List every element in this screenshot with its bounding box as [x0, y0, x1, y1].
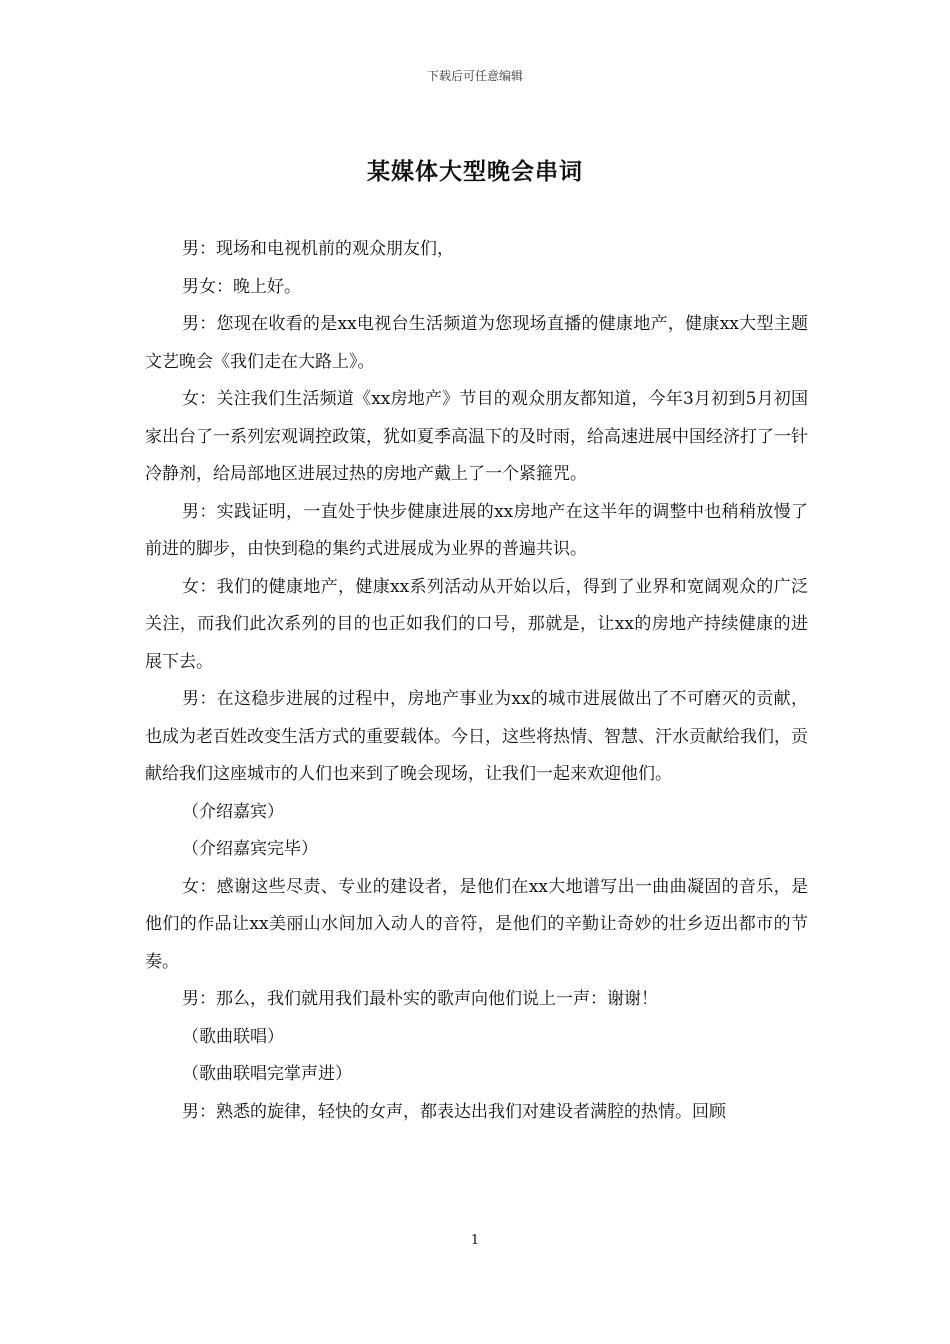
- page-number: 1: [470, 1233, 480, 1248]
- paragraph: 女：感谢这些尽责、专业的建设者，是他们在xx大地谱写出一曲曲凝固的音乐，是他们的作品让xx美丽山水间加入动人的音符，是他们的辛勤让奇妙的壮乡迈出都市的节奏。: [145, 876, 808, 972]
- page-header-note: 下载后可任意编辑: [426, 69, 523, 83]
- stage-direction: （介绍嘉宾）: [182, 801, 284, 822]
- paragraph: 女：我们的健康地产，健康xx系列活动从开始以后，得到了业界和宽阔观众的广泛关注，而我们此次系列的目的也正如我们的口号，那就是，让xx的房地产持续健康的进展下去。: [145, 576, 808, 672]
- document-title: 某媒体大型晚会串词: [367, 158, 583, 185]
- paragraph: 男：熟悉的旋律，轻快的女声，都表达出我们对建设者满腔的热情。回顾: [182, 1101, 726, 1122]
- paragraph: 男：实践证明，一直处于快步健康进展的xx房地产在这半年的调整中也稍稍放慢了前进的脚步，由快到稳的集约式进展成为业界的普遍共识。: [145, 501, 808, 559]
- stage-direction: （介绍嘉宾完毕）: [182, 839, 318, 859]
- paragraph: 男：那么，我们就用我们最朴实的歌声向他们说上一声：谢谢！: [182, 989, 658, 1009]
- paragraph: 男女：晚上好。: [182, 276, 301, 297]
- paragraph: 男：您现在收看的是xx电视台生活频道为您现场直播的健康地产，健康xx大型主题文艺晚会《我们走在大路上》。: [145, 314, 808, 372]
- paragraph: 女：关注我们生活频道《xx房地产》节目的观众朋友都知道，今年3月初到5月初国家出台了一系列宏观调控政策，犹如夏季高温下的及时雨，给高速进展中国经济打了一针冷静剂，给局部地区进展过热的房地产戴上了一个紧箍咒。: [145, 389, 808, 484]
- stage-direction: （歌曲联唱完掌声进）: [182, 1064, 352, 1084]
- paragraph: 男：在这稳步进展的过程中，房地产事业为xx的城市进展做出了不可磨灭的贡献，也成为老百姓改变生活方式的重要载体。今日，这些将热情、智慧、汗水贡献给我们，贡献给我们这座城市的人们也来到了晚会现场，让我们一起来欢迎他们。: [145, 689, 808, 784]
- paragraph: 男：现场和电视机前的观众朋友们，: [182, 239, 454, 259]
- stage-direction: （歌曲联唱）: [182, 1026, 284, 1047]
- document-body: [145, 231, 808, 1131]
